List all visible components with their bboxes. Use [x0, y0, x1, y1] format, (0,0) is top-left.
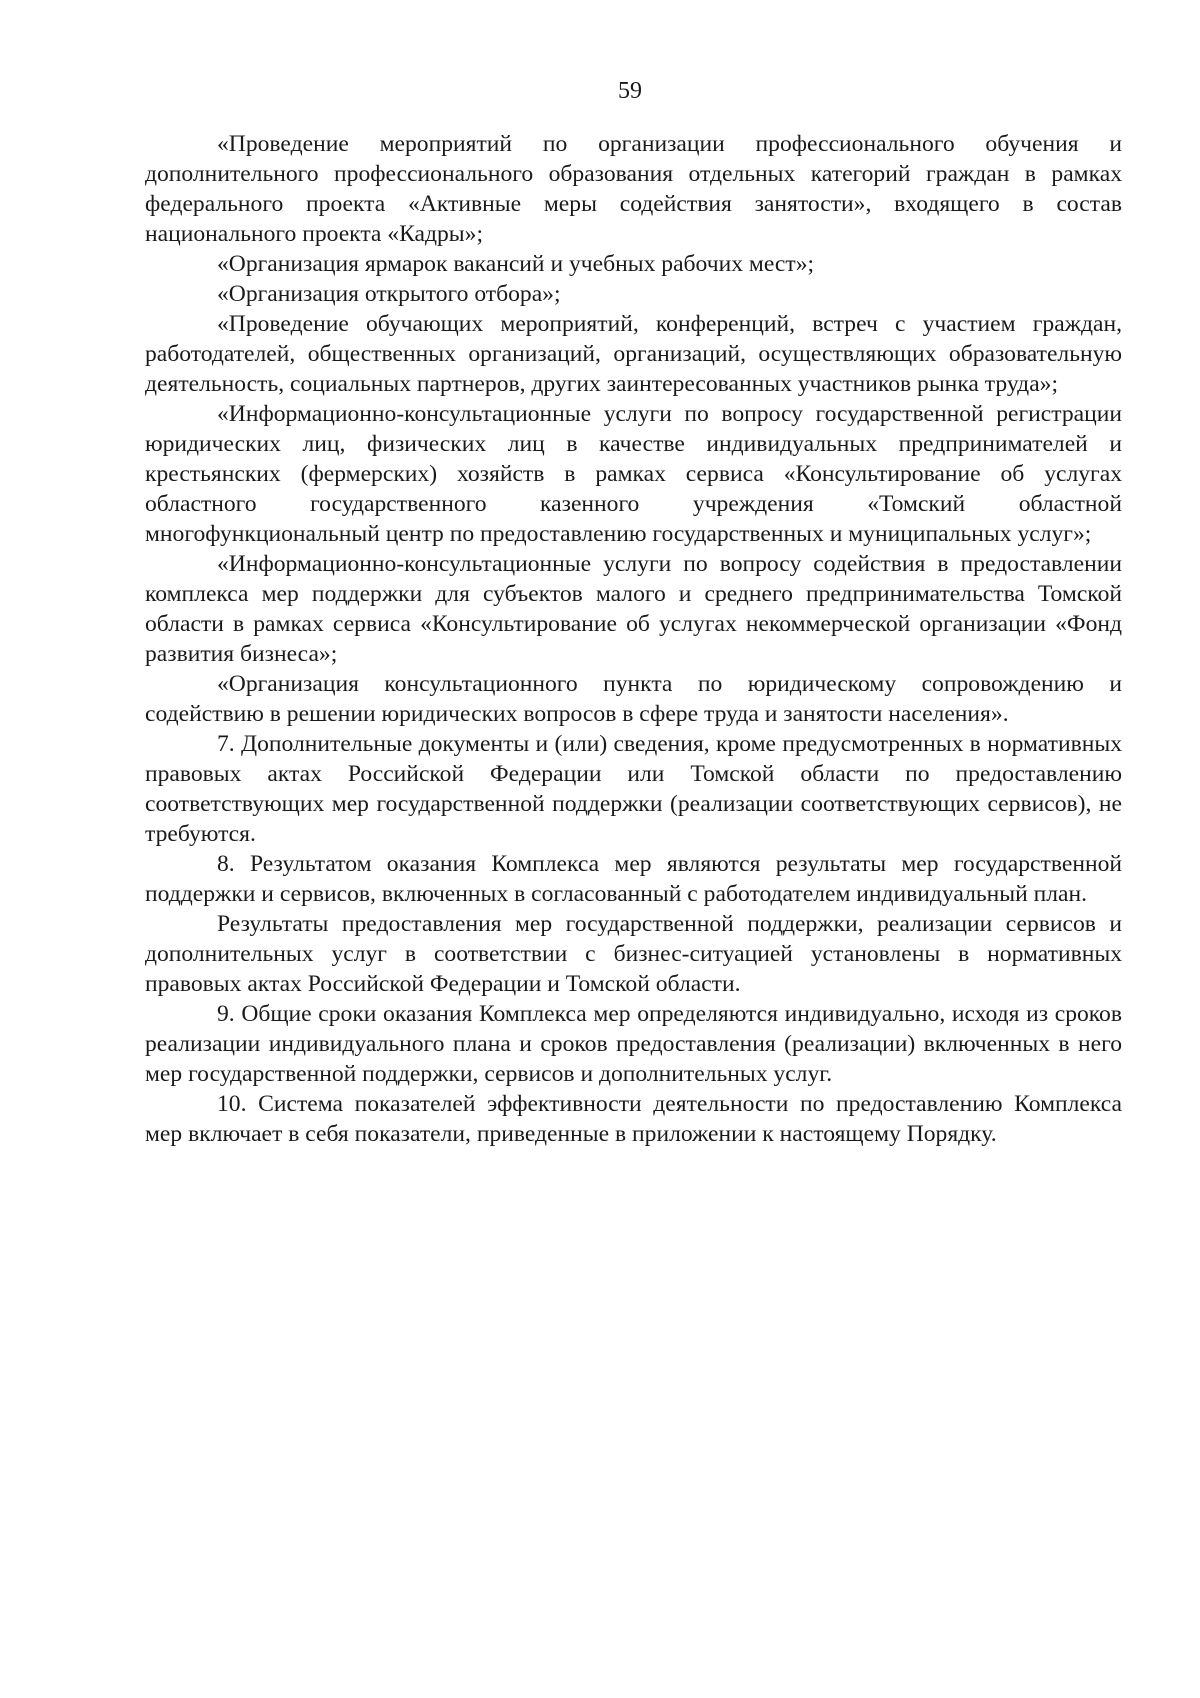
document-body — [145, 129, 1122, 1149]
paragraph-service-professional-training: «Проведение мероприятий по организации профессионального обучения и дополнительного профессионального образования отдельных категорий граждан в рамках федерального проекта «Активные меры содействия занятости», входящего в состав национального проекта «Кадры»; — [145, 131, 1122, 247]
paragraph-service-job-fairs: «Организация ярмарок вакансий и учебных рабочих мест»; — [217, 251, 815, 277]
paragraph-item-7: 7. Дополнительные документы и (или) сведения, кроме предусмотренных в нормативных правовых актах Российской Федерации или Томской области по предоставлению соответствующих мер государственной поддержки (реализации соответствующих сервисов), не требуются. — [145, 731, 1122, 847]
paragraph-item-10: 10. Система показателей эффективности деятельности по предоставлению Комплекса мер включает в себя показатели, приведенные в приложении к настоящему Порядку. — [145, 1091, 1122, 1147]
paragraph-item-8: 8. Результатом оказания Комплекса мер являются результаты мер государственной поддержки и сервисов, включенных в согласованный с работодателем индивидуальный план. — [145, 851, 1122, 907]
paragraph-service-registration-consulting: «Информационно-консультационные услуги по вопросу государственной регистрации юридических лиц, физических лиц в качестве индивидуальных предпринимателей и крестьянских (фермерских) хозяйств в рамках сервиса «Консультирование об услугах областного государственного казенного учреждения «Томский областной многофункциональный центр по предоставлению государственных и муниципальных услуг»; — [145, 401, 1122, 547]
paragraph-item-9: 9. Общие сроки оказания Комплекса мер определяются индивидуально, исходя из сроков реализации индивидуального плана и сроков предоставления (реализации) включенных в него мер государственной поддержки, сервисов и дополнительных услуг. — [145, 1001, 1122, 1087]
paragraph-service-legal-consulting-point: «Организация консультационного пункта по юридическому сопровождению и содействию в решении юридических вопросов в сфере труда и занятости населения». — [145, 671, 1122, 727]
page-number: 59 — [618, 78, 642, 104]
paragraph-service-training-events: «Проведение обучающих мероприятий, конференций, встреч с участием граждан, работодателей, общественных организаций, организаций, осуществляющих образовательную деятельность, социальных партнеров, других заинтересованных участников рынка труда»; — [145, 311, 1122, 397]
paragraph-service-business-support-consulting: «Информационно-консультационные услуги по вопросу содействия в предоставлении комплекса мер поддержки для субъектов малого и среднего предпринимательства Томской области в рамках сервиса «Консультирование об услугах некоммерческой организации «Фонд развития бизнеса»; — [145, 551, 1122, 667]
paragraph-service-open-selection: «Организация открытого отбора»; — [217, 281, 561, 307]
paragraph-results: Результаты предоставления мер государственной поддержки, реализации сервисов и дополнительных услуг в соответствии с бизнес-ситуацией установлены в нормативных правовых актах Российской Федерации и Томской области. — [145, 911, 1122, 997]
